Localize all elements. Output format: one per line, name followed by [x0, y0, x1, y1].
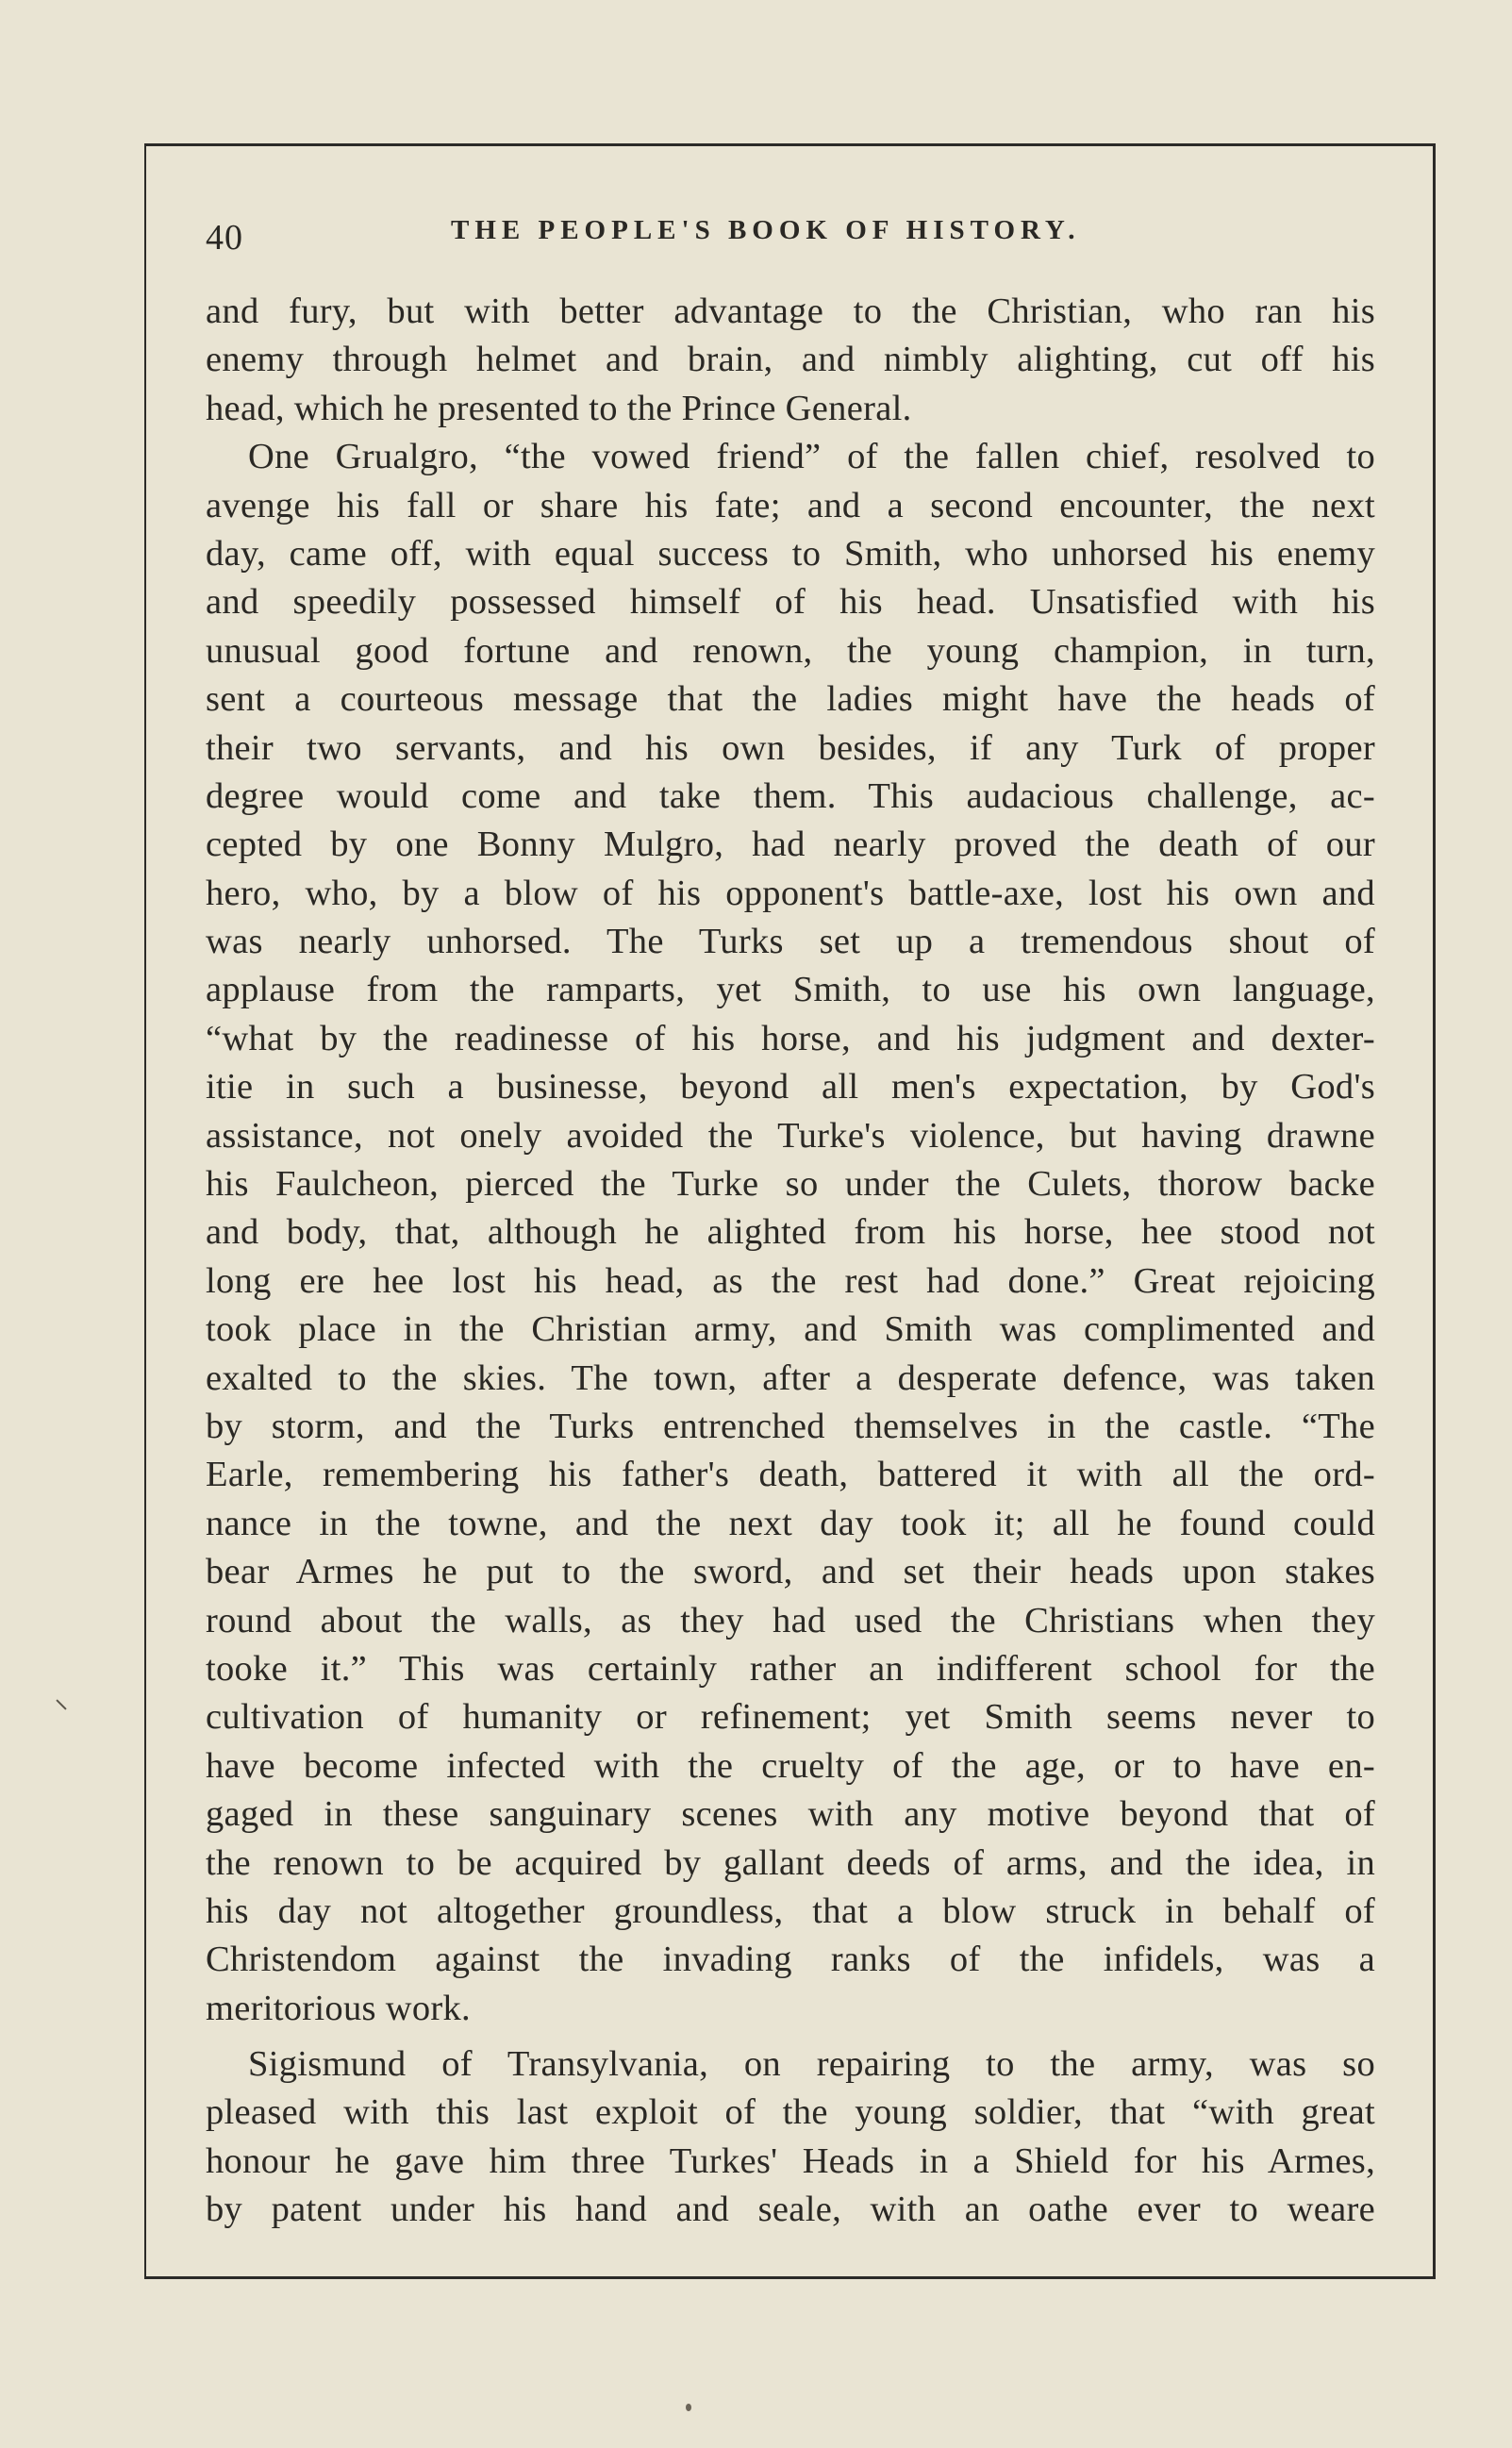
text-line: sent a courteous message that the ladies might have the heads of — [206, 679, 1375, 720]
text-line: cultivation of humanity or refinement; yet Smith seems never to — [206, 1697, 1375, 1738]
text-line: “what by the readinesse of his horse, and his judgment and dexter- — [206, 1018, 1375, 1058]
text-line: assistance, not onely avoided the Turke's violence, but having drawne — [206, 1115, 1375, 1156]
margin-mark — [56, 1699, 66, 1709]
text-line: cepted by one Bonny Mulgro, had nearly proved the death of our — [206, 824, 1375, 865]
text-line: by storm, and the Turks entrenched themselves in the castle. “The — [206, 1406, 1375, 1446]
text-line: exalted to the skies. The town, after a desperate defence, was taken — [206, 1357, 1375, 1398]
text-line: avenge his fall or share his fate; and a second encounter, the next — [206, 485, 1375, 525]
text-line: degree would come and take them. This audacious challenge, ac- — [206, 775, 1375, 816]
text-line: pleased with this last exploit of the young soldier, that “with great — [206, 2092, 1375, 2133]
text-line: his Faulcheon, pierced the Turke so under the Culets, thorow backe — [206, 1164, 1375, 1205]
text-line: day, came off, with equal success to Smith, who unhorsed his enemy — [206, 533, 1375, 574]
text-line: round about the walls, as they had used the Christians when they — [206, 1600, 1375, 1640]
text-line: Christendom against the invading ranks of the infidels, was a — [206, 1940, 1375, 1980]
text-line: and speedily possessed himself of his head. Unsatisfied with his — [206, 582, 1375, 623]
text-line: Earle, remembering his father's death, battered it with all the ord- — [206, 1455, 1375, 1495]
text-line: tooke it.” This was certainly rather an indifferent school for the — [206, 1648, 1375, 1689]
text-line: unusual good fortune and renown, the young champion, in turn, — [206, 630, 1375, 671]
text-line: honour he gave him three Turkes' Heads in a Shield for his Armes, — [206, 2140, 1375, 2181]
text-line: long ere hee lost his head, as the rest had done.” Great rejoicing — [206, 1260, 1375, 1301]
text-line: nance in the towne, and the next day took it; all he found could — [206, 1503, 1375, 1543]
text-line: took place in the Christian army, and Smith was complimented and — [206, 1309, 1375, 1350]
text-line: gaged in these sanguinary scenes with any motive beyond that of — [206, 1794, 1375, 1835]
page-number: 40 — [206, 218, 243, 258]
text-line: by patent under his hand and seale, with an oathe ever to weare — [206, 2190, 1375, 2230]
text-line: hero, who, by a blow of his opponent's battle-axe, lost his own and — [206, 873, 1375, 913]
text-line: head, which he presented to the Prince General. — [206, 388, 912, 428]
text-line: their two servants, and his own besides, if any Turk of proper — [206, 727, 1375, 768]
text-line: Sigismund of Transylvania, on repairing to the army, was so — [248, 2044, 1375, 2085]
text-line: and body, that, although he alighted from his horse, hee stood not — [206, 1212, 1375, 1253]
text-line: have become infected with the cruelty of the age, or to have en- — [206, 1745, 1375, 1786]
body-text — [206, 288, 1375, 2235]
text-line: his day not altogether groundless, that a blow struck in behalf of — [206, 1890, 1375, 1931]
running-title: THE PEOPLE'S BOOK OF HISTORY. — [451, 215, 1081, 245]
text-line: the renown to be acquired by gallant deeds of arms, and the idea, in — [206, 1842, 1375, 1883]
text-line: applause from the ramparts, yet Smith, to use his own language, — [206, 970, 1375, 1010]
text-line: bear Armes he put to the sword, and set their heads upon stakes — [206, 1552, 1375, 1592]
running-header — [206, 209, 1375, 257]
text-line: was nearly unhorsed. The Turks set up a tremendous shout of — [206, 922, 1375, 962]
text-line: meritorious work. — [206, 1988, 471, 2028]
text-line: and fury, but with better advantage to the Christian, who ran his — [206, 291, 1375, 331]
text-line: enemy through helmet and brain, and nimbly alighting, cut off his — [206, 340, 1375, 380]
text-line: One Grualgro, “the vowed friend” of the fallen chief, resolved to — [248, 437, 1375, 477]
text-line: itie in such a businesse, beyond all men's expectation, by God's — [206, 1067, 1375, 1107]
ink-speck — [686, 2404, 691, 2411]
